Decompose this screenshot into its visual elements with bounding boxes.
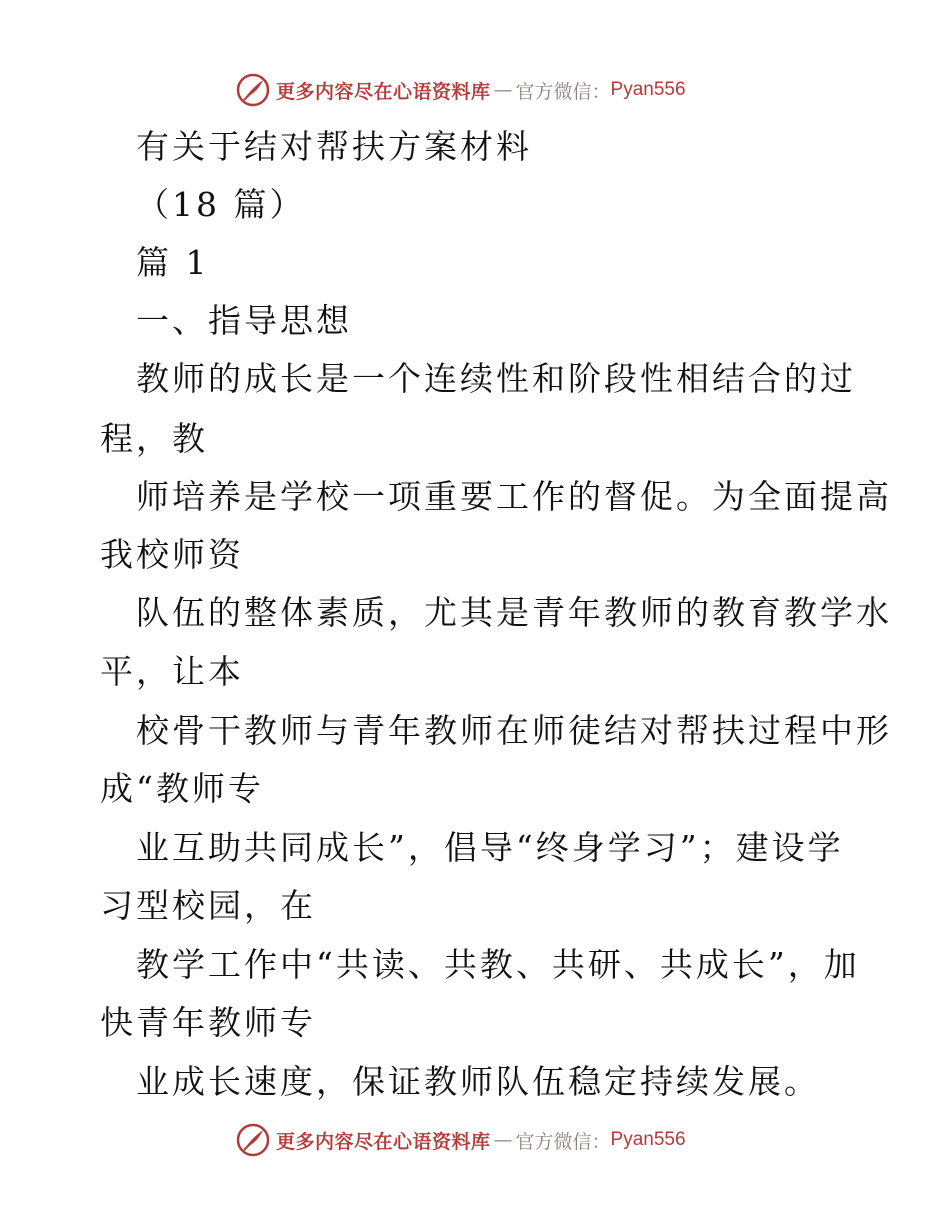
paragraph-line: 师培养是学校一项重要工作的督促。为全面提高 — [136, 477, 892, 516]
feather-quill-logo-icon — [236, 73, 270, 107]
paragraph-line: 教师的成长是一个连续性和阶段性相结合的过 — [136, 359, 856, 398]
watermark-text: 更多内容尽在心语资料库 — [276, 80, 491, 103]
watermark-text: 更多内容尽在心语资料库 — [276, 1130, 491, 1153]
paragraph-line: 业成长速度，保证教师队伍稳定持续发展。 — [136, 1062, 820, 1101]
paragraph-line: 教学工作中“共读、共教、共研、共成长”，加 — [136, 945, 860, 984]
watermark-account-id: Pyan556 — [610, 1129, 686, 1150]
feather-quill-logo-icon — [236, 1123, 270, 1157]
watermark-separator: — — [493, 79, 513, 101]
paragraph-line: 快青年教师专 — [100, 1003, 316, 1042]
paragraph-line: 校骨干教师与青年教师在师徒结对帮扶过程中形 — [136, 711, 892, 750]
paragraph-line: 习型校园，在 — [100, 886, 316, 925]
watermark-account-label: 官方微信： — [515, 1130, 611, 1153]
paragraph-line: 队伍的整体素质，尤其是青年教师的教育教学水 — [136, 593, 892, 632]
section-label: 篇 1 — [136, 243, 210, 282]
section-heading: 一、指导思想 — [136, 301, 352, 340]
paragraph-line: 平，让本 — [100, 652, 244, 691]
paragraph-line: 我校师资 — [100, 535, 244, 574]
paragraph-line: 程，教 — [100, 419, 208, 458]
header-watermark-banner — [236, 73, 686, 107]
footer-watermark-banner — [236, 1123, 686, 1157]
document-title: 有关于结对帮扶方案材料 — [136, 127, 532, 166]
watermark-separator: — — [493, 1129, 513, 1151]
watermark-account-label: 官方微信： — [515, 80, 611, 103]
paragraph-line: 成“教师专 — [100, 769, 264, 808]
document-count: （18 篇） — [136, 185, 306, 224]
paragraph-line: 业互助共同成长”，倡导“终身学习”；建设学 — [136, 828, 844, 867]
watermark-account-id: Pyan556 — [610, 79, 686, 100]
